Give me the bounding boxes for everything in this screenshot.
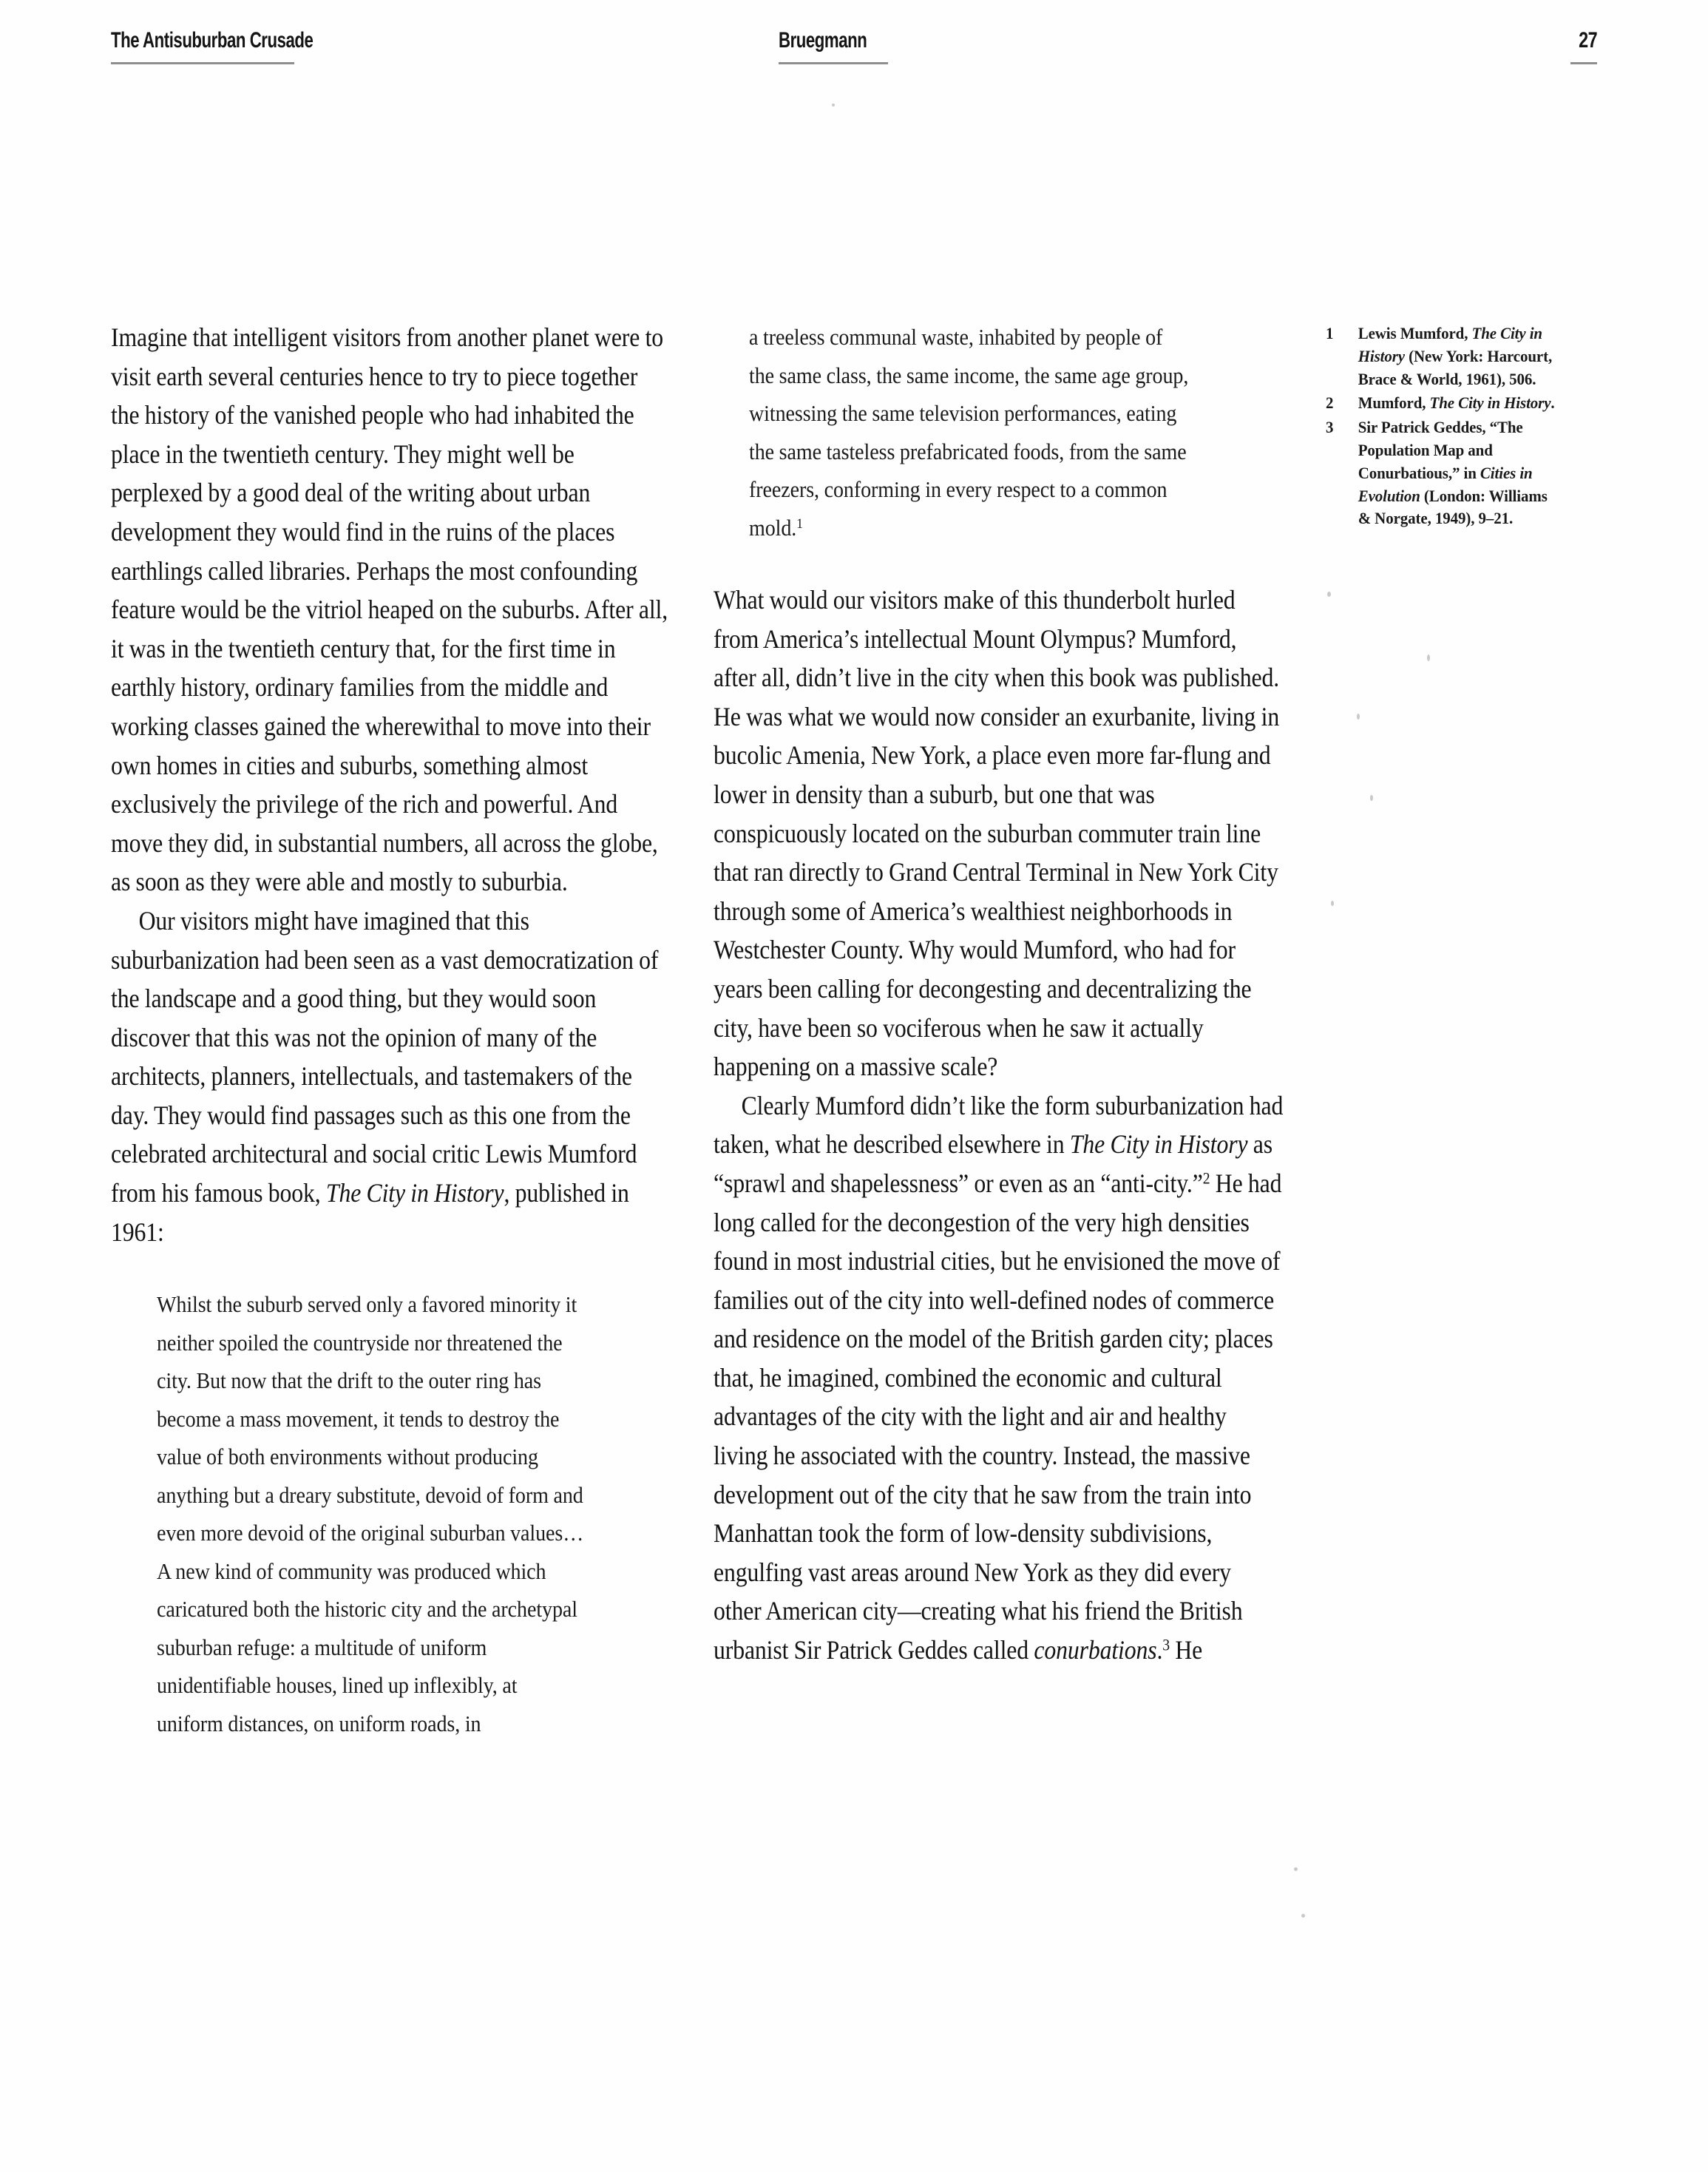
scan-speckle <box>1301 1914 1305 1918</box>
footnote-marker-2[interactable]: 2 <box>1202 1168 1210 1188</box>
scan-speckle <box>1370 795 1373 801</box>
book-title-city-in-history: The City in History <box>325 1178 504 1208</box>
footnote-entry <box>1326 392 1561 415</box>
footnote-number: 1 <box>1326 324 1334 342</box>
footnote-italic-title: The City in History <box>1429 393 1551 413</box>
footnote-text-a: Mumford, <box>1358 393 1430 413</box>
period-after-term: . <box>1156 1635 1163 1665</box>
scan-speckle <box>1294 1867 1298 1871</box>
footnote-text-b: . <box>1551 393 1555 413</box>
footnote-number: 2 <box>1326 393 1334 413</box>
text-column-one <box>111 318 671 1742</box>
footnote-text-a: Sir Patrick Geddes, “The Population Map and Conurbatious,” in <box>1358 418 1523 482</box>
text-column-two <box>714 318 1284 1670</box>
paragraph-text-tail: , published in 1961: <box>111 1178 629 1247</box>
running-head-rule-center <box>779 62 888 64</box>
footnote-italic-title: Cities in Evolution <box>1358 463 1533 505</box>
footnote-text-a: Lewis Mumford, <box>1358 324 1472 342</box>
footnote-text <box>1358 392 1562 415</box>
scan-speckle <box>832 104 835 106</box>
paragraph-our-visitors <box>111 901 671 1251</box>
running-head-author: Bruegmann <box>779 28 867 53</box>
running-head-rule-left <box>111 62 294 64</box>
running-head-rule-right <box>1570 62 1597 64</box>
book-title-city-in-history-2: The City in History <box>1069 1129 1248 1160</box>
paragraph-clearly-mumford <box>714 1086 1284 1670</box>
running-head <box>111 28 1597 75</box>
scan-speckle <box>1327 592 1331 597</box>
scan-speckle <box>1357 714 1360 720</box>
blockquote-text: a treeless communal waste, inhabited by people of the same class, the same income, the same age group, witnessing the same television performances, eating the same tasteless prefabricated foods, from the same freezers, conforming in every respect to a common mold. <box>749 324 1189 541</box>
footnote-entry <box>1326 416 1561 530</box>
footnote-text-b: (London: Williams & Norgate, 1949), 9–21. <box>1358 486 1548 528</box>
term-conurbations: conurbations <box>1034 1635 1157 1665</box>
page-number: 27 <box>1578 28 1597 53</box>
footnote-text-b: (New York: Harcourt, Brace & World, 1961), 506. <box>1358 346 1553 388</box>
paragraph-what-would-our-visitors: What would our visitors make of this thunderbolt hurled from America’s intellectual Mount Olympus? Mumford, after all, didn’t live in the city when this book was published. He was what we would now consider an exurbanite, living in bucolic Amenia, New York, a place even more far-flung and lower in density than a suburb, but one that was conspicuously located on the suburban commuter train line that ran directly to Grand Central Terminal in New York City through some of America’s wealthiest neighborhoods in Westchester County. Why would Mumford, who had for years been calling for decongesting and decentralizing the city, have been so vociferous when he saw it actually happening on a massive scale? <box>714 585 1280 1082</box>
paragraph-text-d: He <box>1169 1635 1203 1665</box>
paragraph-text-b: as “sprawl and shapelessness” or even as an “anti-city.” <box>714 1129 1272 1198</box>
scan-speckle <box>1331 901 1334 906</box>
scan-speckle <box>1427 654 1430 661</box>
blockquote-mumford-part-one: Whilst the suburb served only a favored minority it neither spoiled the countryside nor threatened the city. But now that the drift to the outer ring has become a mass movement, it tends to destroy the value of both environments without producing anything but a dreary substitute, devoid of form and even more devoid of the original suburban values…A new kind of community was produced which caricatured both the historic city and the archetypal suburban refuge: a multitude of uniform unidentifiable houses, lined up inflexibly, at uniform distances, on uniform roads, in <box>157 1291 584 1736</box>
footnote-italic-title: The City in History <box>1358 324 1542 365</box>
spacer <box>714 547 1284 581</box>
paragraph-text-lead: Our visitors might have imagined that this suburbanization had been seen as a vast democratization of the landscape and a good thing, but they would soon discover that this was not the opinion of many of the architects, planners, intellectuals, and tastemakers of the day. They would find passages such as this one from the celebrated architectural and social critic Lewis Mumford from his famous book, <box>111 905 659 1208</box>
blockquote-mumford-part-two <box>749 318 1190 547</box>
footnotes-column <box>1326 322 1562 532</box>
footnote-marker-1[interactable]: 1 <box>796 515 803 532</box>
footnote-text <box>1358 416 1562 530</box>
paragraph-text-a: Clearly Mumford didn’t like the form suburbanization had taken, what he described elsewhere in <box>714 1090 1284 1160</box>
footnote-marker-3[interactable]: 3 <box>1162 1635 1170 1654</box>
running-head-chapter-title: The Antisuburban Crusade <box>111 28 314 53</box>
footnote-number: 3 <box>1326 418 1334 437</box>
footnote-entry <box>1326 322 1561 390</box>
paragraph-opening: Imagine that intelligent visitors from another planet were to visit earth several centuries hence to try to piece together the history of the vanished people who had inhabited the place in the twentieth century. They might well be perplexed by a good deal of the writing about urban development they would find in the ruins of the places earthlings called libraries. Perhaps the most confounding feature would be the vitriol heaped on the suburbs. After all, it was in the twentieth century that, for the first time in earthly history, ordinary families from the middle and working classes gained the wherewithal to move into their own homes in cities and suburbs, something almost exclusively the privilege of the rich and powerful. And move they did, in substantial numbers, all across the globe, as soon as they were able and mostly to suburbia. <box>111 322 668 897</box>
paragraph-text-c: He had long called for the decongestion of the very high densities found in most industrial cities, but he envisioned the move of families out of the city into well-defined nodes of commerce and residence on the model of the British garden city; places that, he imagined, combined the economic and cultural advantages of the city with the light and air and healthy living he associated with the country. Instead, the massive development out of the city that he saw from the train into Manhattan took the form of low-density subdivisions, engulfing vast areas around New York as they did every other American city—creating what his friend the British urbanist Sir Patrick Geddes called <box>714 1168 1282 1665</box>
footnote-text <box>1358 322 1562 390</box>
